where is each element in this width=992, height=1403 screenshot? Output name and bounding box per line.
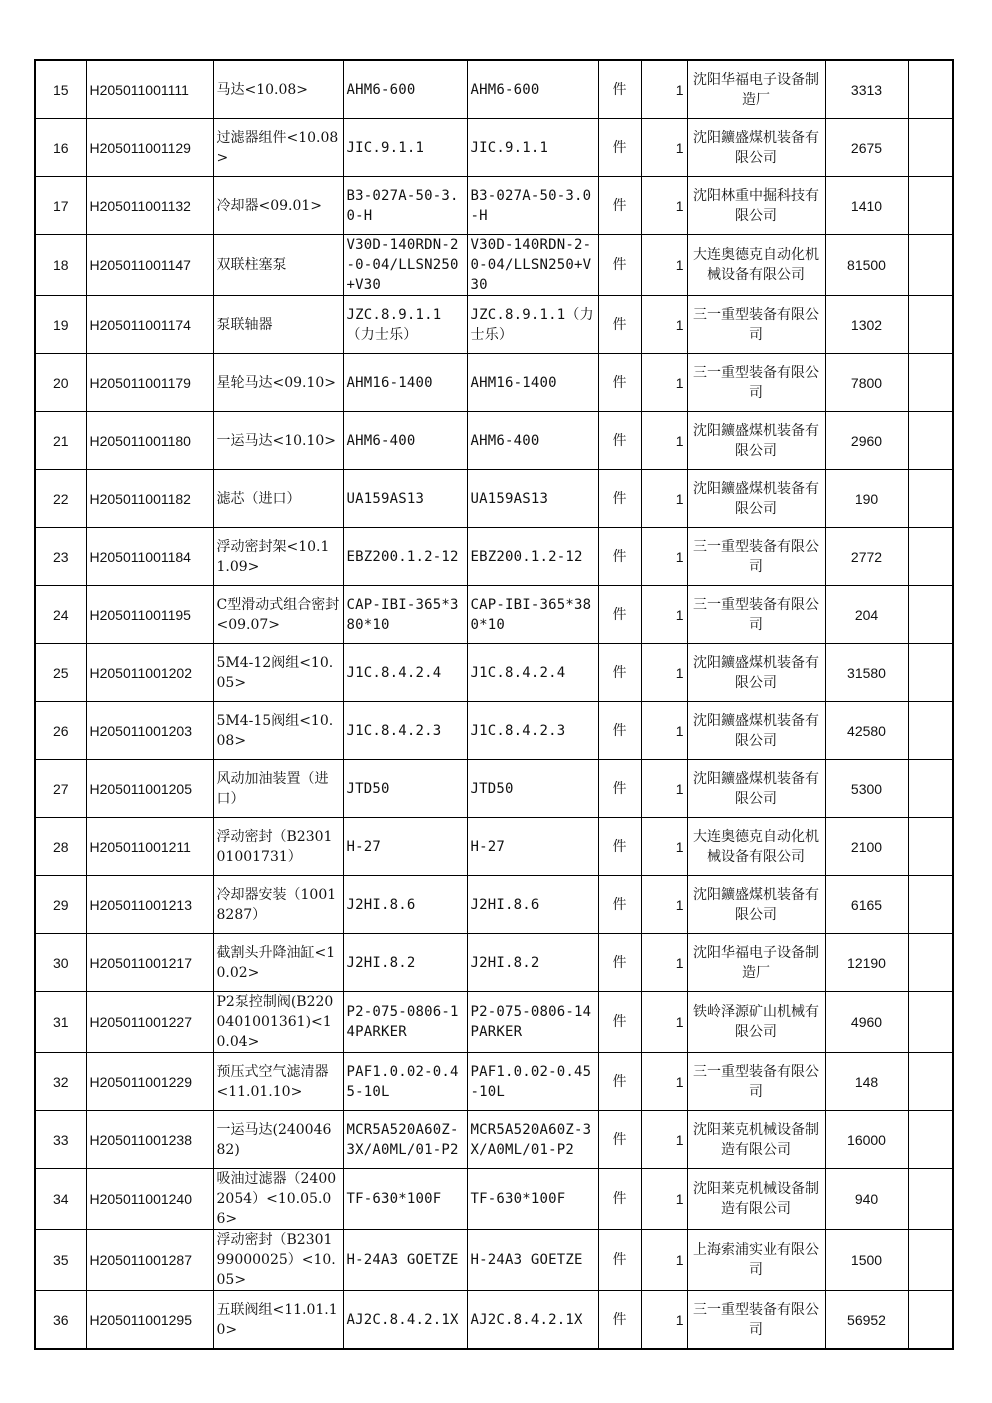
table-row (35, 1111, 953, 1169)
price-cell: 190 (825, 470, 908, 528)
material-name-cell: 浮动密封（B230101001731） (213, 818, 343, 876)
material-code-cell: H205011001182 (86, 470, 213, 528)
specification-cell: UA159AS13 (343, 470, 467, 528)
table-row (35, 60, 953, 119)
model-cell: J1C.8.4.2.4 (467, 644, 598, 702)
quantity-cell: 1 (641, 1111, 687, 1169)
model-cell: J2HI.8.6 (467, 876, 598, 934)
supplier-cell: 三一重型装备有限公司 (687, 1291, 825, 1350)
price-cell: 940 (825, 1169, 908, 1230)
row-number-cell: 22 (35, 470, 86, 528)
material-code-cell: H205011001184 (86, 528, 213, 586)
specification-cell: J2HI.8.2 (343, 934, 467, 992)
supplier-cell: 沈阳鑛盛煤机装备有限公司 (687, 760, 825, 818)
unit-cell: 件 (598, 586, 641, 644)
remarks-cell (908, 1111, 953, 1169)
material-name-cell: 风动加油装置（进口） (213, 760, 343, 818)
unit-cell: 件 (598, 992, 641, 1053)
unit-cell: 件 (598, 177, 641, 235)
unit-cell: 件 (598, 1230, 641, 1291)
supplier-cell: 三一重型装备有限公司 (687, 354, 825, 412)
material-name-cell: 5M4-12阀组<10.05> (213, 644, 343, 702)
material-name-cell: 5M4-15阀组<10.08> (213, 702, 343, 760)
quantity-cell: 1 (641, 412, 687, 470)
supplier-cell: 三一重型装备有限公司 (687, 528, 825, 586)
specification-cell: JIC.9.1.1 (343, 119, 467, 177)
price-cell: 12190 (825, 934, 908, 992)
price-cell: 4960 (825, 992, 908, 1053)
material-code-cell: H205011001238 (86, 1111, 213, 1169)
quantity-cell: 1 (641, 1291, 687, 1350)
remarks-cell (908, 470, 953, 528)
supplier-cell: 沈阳华福电子设备制造厂 (687, 934, 825, 992)
specification-cell: JTD50 (343, 760, 467, 818)
material-code-cell: H205011001211 (86, 818, 213, 876)
model-cell: AHM6-400 (467, 412, 598, 470)
price-cell: 5300 (825, 760, 908, 818)
price-cell: 81500 (825, 235, 908, 296)
unit-cell: 件 (598, 235, 641, 296)
model-cell: EBZ200.1.2-12 (467, 528, 598, 586)
unit-cell: 件 (598, 119, 641, 177)
model-cell: AHM16-1400 (467, 354, 598, 412)
material-code-cell: H205011001205 (86, 760, 213, 818)
quantity-cell: 1 (641, 354, 687, 412)
specification-cell: TF-630*100F (343, 1169, 467, 1230)
price-cell: 204 (825, 586, 908, 644)
price-cell: 2772 (825, 528, 908, 586)
quantity-cell: 1 (641, 177, 687, 235)
specification-cell: J2HI.8.6 (343, 876, 467, 934)
material-code-cell: H205011001111 (86, 60, 213, 119)
material-name-cell: 截割头升降油缸<10.02> (213, 934, 343, 992)
material-name-cell: 过滤器组件<10.08> (213, 119, 343, 177)
remarks-cell (908, 876, 953, 934)
price-cell: 16000 (825, 1111, 908, 1169)
remarks-cell (908, 177, 953, 235)
table-row (35, 1230, 953, 1291)
specification-cell: V30D-140RDN-2-0-04/LLSN250+V30 (343, 235, 467, 296)
supplier-cell: 上海索浦实业有限公司 (687, 1230, 825, 1291)
quantity-cell: 1 (641, 876, 687, 934)
specification-cell: B3-027A-50-3.0-H (343, 177, 467, 235)
model-cell: AJ2C.8.4.2.1X (467, 1291, 598, 1350)
material-name-cell: 浮动密封（B230199000025）<10.05> (213, 1230, 343, 1291)
price-cell: 3313 (825, 60, 908, 119)
specification-cell: H-27 (343, 818, 467, 876)
material-code-cell: H205011001217 (86, 934, 213, 992)
remarks-cell (908, 1169, 953, 1230)
table-row (35, 1053, 953, 1111)
model-cell: J2HI.8.2 (467, 934, 598, 992)
material-name-cell: 马达<10.08> (213, 60, 343, 119)
table-row (35, 296, 953, 354)
remarks-cell (908, 992, 953, 1053)
quantity-cell: 1 (641, 1053, 687, 1111)
model-cell: TF-630*100F (467, 1169, 598, 1230)
supplier-cell: 沈阳林重中掘科技有限公司 (687, 177, 825, 235)
unit-cell: 件 (598, 702, 641, 760)
model-cell: CAP-IBI-365*380*10 (467, 586, 598, 644)
price-cell: 6165 (825, 876, 908, 934)
table-row (35, 528, 953, 586)
model-cell: JIC.9.1.1 (467, 119, 598, 177)
quantity-cell: 1 (641, 235, 687, 296)
unit-cell: 件 (598, 296, 641, 354)
quantity-cell: 1 (641, 1169, 687, 1230)
row-number-cell: 16 (35, 119, 86, 177)
price-cell: 2100 (825, 818, 908, 876)
price-cell: 56952 (825, 1291, 908, 1350)
material-code-cell: H205011001147 (86, 235, 213, 296)
unit-cell: 件 (598, 1053, 641, 1111)
remarks-cell (908, 296, 953, 354)
specification-cell: P2-075-0806-14PARKER (343, 992, 467, 1053)
row-number-cell: 17 (35, 177, 86, 235)
material-name-cell: 预压式空气滤清器<11.01.10> (213, 1053, 343, 1111)
price-cell: 2675 (825, 119, 908, 177)
model-cell: J1C.8.4.2.3 (467, 702, 598, 760)
material-code-cell: H205011001174 (86, 296, 213, 354)
model-cell: V30D-140RDN-2-0-04/LLSN250+V30 (467, 235, 598, 296)
price-cell: 42580 (825, 702, 908, 760)
remarks-cell (908, 354, 953, 412)
price-cell: 148 (825, 1053, 908, 1111)
specification-cell: AHM6-400 (343, 412, 467, 470)
supplier-cell: 沈阳华福电子设备制造厂 (687, 60, 825, 119)
row-number-cell: 25 (35, 644, 86, 702)
unit-cell: 件 (598, 1111, 641, 1169)
unit-cell: 件 (598, 60, 641, 119)
material-name-cell: 双联柱塞泵 (213, 235, 343, 296)
material-name-cell: 冷却器安装（10018287） (213, 876, 343, 934)
supplier-cell: 沈阳莱克机械设备制造有限公司 (687, 1169, 825, 1230)
specification-cell: J1C.8.4.2.3 (343, 702, 467, 760)
table-body (35, 60, 953, 1349)
model-cell: JTD50 (467, 760, 598, 818)
specification-cell: J1C.8.4.2.4 (343, 644, 467, 702)
material-name-cell: P2泵控制阀(B2200401001361)<10.04> (213, 992, 343, 1053)
supplier-cell: 三一重型装备有限公司 (687, 586, 825, 644)
quantity-cell: 1 (641, 60, 687, 119)
quantity-cell: 1 (641, 119, 687, 177)
supplier-cell: 沈阳鑛盛煤机装备有限公司 (687, 470, 825, 528)
row-number-cell: 35 (35, 1230, 86, 1291)
remarks-cell (908, 760, 953, 818)
unit-cell: 件 (598, 354, 641, 412)
remarks-cell (908, 1230, 953, 1291)
row-number-cell: 26 (35, 702, 86, 760)
quantity-cell: 1 (641, 296, 687, 354)
specification-cell: JZC.8.9.1.1（力士乐） (343, 296, 467, 354)
unit-cell: 件 (598, 528, 641, 586)
model-cell: H-24A3 GOETZE (467, 1230, 598, 1291)
row-number-cell: 19 (35, 296, 86, 354)
row-number-cell: 29 (35, 876, 86, 934)
unit-cell: 件 (598, 470, 641, 528)
material-code-cell: H205011001202 (86, 644, 213, 702)
material-code-cell: H205011001132 (86, 177, 213, 235)
remarks-cell (908, 702, 953, 760)
unit-cell: 件 (598, 934, 641, 992)
quantity-cell: 1 (641, 586, 687, 644)
price-cell: 31580 (825, 644, 908, 702)
specification-cell: CAP-IBI-365*380*10 (343, 586, 467, 644)
supplier-cell: 铁岭泽源矿山机械有限公司 (687, 992, 825, 1053)
material-code-cell: H205011001287 (86, 1230, 213, 1291)
price-cell: 1302 (825, 296, 908, 354)
specification-cell: AHM6-600 (343, 60, 467, 119)
row-number-cell: 15 (35, 60, 86, 119)
remarks-cell (908, 586, 953, 644)
quantity-cell: 1 (641, 934, 687, 992)
table-row (35, 702, 953, 760)
material-code-cell: H205011001213 (86, 876, 213, 934)
supplier-cell: 沈阳莱克机械设备制造有限公司 (687, 1111, 825, 1169)
material-name-cell: C型滑动式组合密封<09.07> (213, 586, 343, 644)
unit-cell: 件 (598, 1169, 641, 1230)
specification-cell: EBZ200.1.2-12 (343, 528, 467, 586)
remarks-cell (908, 119, 953, 177)
row-number-cell: 31 (35, 992, 86, 1053)
material-code-cell: H205011001295 (86, 1291, 213, 1350)
specification-cell: H-24A3 GOETZE (343, 1230, 467, 1291)
row-number-cell: 34 (35, 1169, 86, 1230)
table-row (35, 177, 953, 235)
material-code-cell: H205011001240 (86, 1169, 213, 1230)
unit-cell: 件 (598, 760, 641, 818)
row-number-cell: 27 (35, 760, 86, 818)
material-name-cell: 冷却器<09.01> (213, 177, 343, 235)
unit-cell: 件 (598, 644, 641, 702)
price-cell: 1500 (825, 1230, 908, 1291)
specification-cell: AJ2C.8.4.2.1X (343, 1291, 467, 1350)
model-cell: P2-075-0806-14PARKER (467, 992, 598, 1053)
material-code-cell: H205011001180 (86, 412, 213, 470)
row-number-cell: 18 (35, 235, 86, 296)
supplier-cell: 大连奥德克自动化机械设备有限公司 (687, 235, 825, 296)
quantity-cell: 1 (641, 528, 687, 586)
supplier-cell: 沈阳鑛盛煤机装备有限公司 (687, 119, 825, 177)
quantity-cell: 1 (641, 644, 687, 702)
model-cell: UA159AS13 (467, 470, 598, 528)
supplier-cell: 沈阳鑛盛煤机装备有限公司 (687, 702, 825, 760)
price-cell: 1410 (825, 177, 908, 235)
quantity-cell: 1 (641, 702, 687, 760)
model-cell: B3-027A-50-3.0-H (467, 177, 598, 235)
remarks-cell (908, 60, 953, 119)
parts-table (34, 59, 954, 1350)
remarks-cell (908, 235, 953, 296)
material-code-cell: H205011001129 (86, 119, 213, 177)
supplier-cell: 沈阳鑛盛煤机装备有限公司 (687, 876, 825, 934)
quantity-cell: 1 (641, 760, 687, 818)
table-row (35, 934, 953, 992)
remarks-cell (908, 1291, 953, 1350)
unit-cell: 件 (598, 876, 641, 934)
unit-cell: 件 (598, 818, 641, 876)
table-row (35, 235, 953, 296)
remarks-cell (908, 818, 953, 876)
unit-cell: 件 (598, 412, 641, 470)
model-cell: JZC.8.9.1.1（力士乐） (467, 296, 598, 354)
material-name-cell: 滤芯（进口） (213, 470, 343, 528)
supplier-cell: 大连奥德克自动化机械设备有限公司 (687, 818, 825, 876)
price-cell: 7800 (825, 354, 908, 412)
material-code-cell: H205011001203 (86, 702, 213, 760)
quantity-cell: 1 (641, 818, 687, 876)
quantity-cell: 1 (641, 992, 687, 1053)
material-code-cell: H205011001179 (86, 354, 213, 412)
model-cell: H-27 (467, 818, 598, 876)
material-name-cell: 吸油过滤器（24002054）<10.05.06> (213, 1169, 343, 1230)
table-row (35, 354, 953, 412)
material-name-cell: 一运马达(24004682) (213, 1111, 343, 1169)
table-row (35, 876, 953, 934)
remarks-cell (908, 644, 953, 702)
supplier-cell: 三一重型装备有限公司 (687, 1053, 825, 1111)
row-number-cell: 21 (35, 412, 86, 470)
material-code-cell: H205011001227 (86, 992, 213, 1053)
supplier-cell: 沈阳鑛盛煤机装备有限公司 (687, 644, 825, 702)
row-number-cell: 23 (35, 528, 86, 586)
table-row (35, 992, 953, 1053)
model-cell: MCR5A520A60Z-3X/A0ML/01-P2 (467, 1111, 598, 1169)
table-row (35, 644, 953, 702)
row-number-cell: 33 (35, 1111, 86, 1169)
table-row (35, 412, 953, 470)
material-name-cell: 浮动密封架<10.11.09> (213, 528, 343, 586)
remarks-cell (908, 934, 953, 992)
table-row (35, 818, 953, 876)
row-number-cell: 30 (35, 934, 86, 992)
material-name-cell: 五联阀组<11.01.10> (213, 1291, 343, 1350)
table-row (35, 1291, 953, 1350)
row-number-cell: 20 (35, 354, 86, 412)
material-code-cell: H205011001195 (86, 586, 213, 644)
row-number-cell: 24 (35, 586, 86, 644)
remarks-cell (908, 412, 953, 470)
table-row (35, 760, 953, 818)
table-row (35, 586, 953, 644)
table-row (35, 1169, 953, 1230)
material-name-cell: 泵联轴器 (213, 296, 343, 354)
row-number-cell: 28 (35, 818, 86, 876)
supplier-cell: 沈阳鑛盛煤机装备有限公司 (687, 412, 825, 470)
table-row (35, 470, 953, 528)
remarks-cell (908, 528, 953, 586)
remarks-cell (908, 1053, 953, 1111)
material-name-cell: 星轮马达<09.10> (213, 354, 343, 412)
specification-cell: MCR5A520A60Z-3X/A0ML/01-P2 (343, 1111, 467, 1169)
unit-cell: 件 (598, 1291, 641, 1350)
material-code-cell: H205011001229 (86, 1053, 213, 1111)
model-cell: PAF1.0.02-0.45-10L (467, 1053, 598, 1111)
specification-cell: PAF1.0.02-0.45-10L (343, 1053, 467, 1111)
model-cell: AHM6-600 (467, 60, 598, 119)
price-cell: 2960 (825, 412, 908, 470)
supplier-cell: 三一重型装备有限公司 (687, 296, 825, 354)
row-number-cell: 32 (35, 1053, 86, 1111)
quantity-cell: 1 (641, 470, 687, 528)
specification-cell: AHM16-1400 (343, 354, 467, 412)
row-number-cell: 36 (35, 1291, 86, 1350)
table-row (35, 119, 953, 177)
material-name-cell: 一运马达<10.10> (213, 412, 343, 470)
quantity-cell: 1 (641, 1230, 687, 1291)
